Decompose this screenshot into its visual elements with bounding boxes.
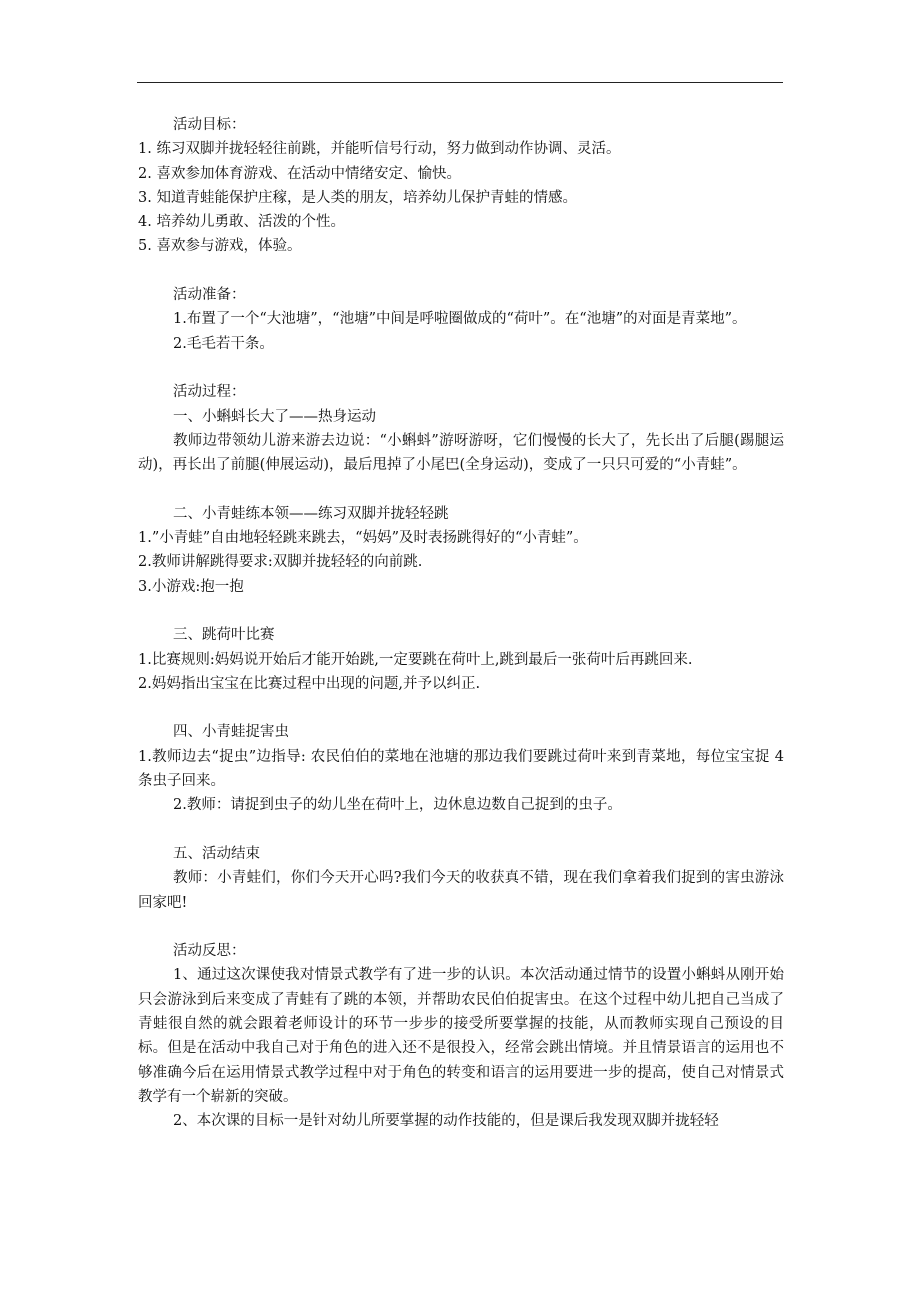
paragraph: 1.布置了一个“大池塘”，“池塘”中间是呼啦圈做成的“荷叶”。在“池塘”的对面是青菜地”。	[173, 311, 747, 328]
paragraph: 2. 喜欢参加体育游戏、在活动中情绪安定、愉快。	[138, 165, 461, 182]
section-goals	[138, 113, 784, 259]
section-heading: 活动目标：	[173, 117, 246, 133]
paragraph: 2.毛毛若干条。	[173, 335, 274, 352]
paragraph: 1、通过这次课使我对情景式教学有了进一步的认识。本次活动通过情节的设置小蝌蚪从刚开始只会游泳到后来变成了青蛙有了跳的本领，并帮助农民伯伯捉害虫。在这个过程中幼儿把自己当成了青蛙很自然的就会跟着老师设计的环节一步步的接受所要掌握的技能，从而教师实现自己预设的目标。但是在活动中我自己对于角色的进入还不是很投入，经常会跳出情境。并且情景语言的运用也不够准确今后在运用情景式教学过程中对于角色的转变和语言的运用要进一步的提高，使自己对情景式教学有一个崭新的突破。	[138, 967, 784, 1105]
section-practice	[138, 502, 784, 599]
section-heading: 活动反思：	[173, 943, 246, 960]
paragraph: 3.小游戏:抱一抱	[138, 578, 244, 595]
paragraph: 2、本次课的目标一是针对幼儿所要掌握的动作技能的，但是课后我发现双脚并拢轻轻	[173, 1113, 719, 1130]
section-heading: 五、活动结束	[173, 845, 260, 862]
subheading: 一、小蝌蚪长大了——热身运动	[173, 408, 376, 425]
paragraph: 1.比赛规则:妈妈说开始后才能开始跳,一定要跳在荷叶上,跳到最后一张荷叶后再跳回来.	[138, 651, 693, 668]
section-catch-bugs	[138, 720, 784, 817]
section-heading: 四、小青蛙捉害虫	[173, 724, 289, 741]
section-heading: 活动准备：	[173, 287, 246, 304]
section-process	[138, 380, 784, 477]
section-heading: 活动过程：	[173, 384, 246, 401]
paragraph: 教师边带领幼儿游来游去边说：“小蝌蚪”游呀游呀，它们慢慢的长大了，先长出了后腿(踢腿运动)，再长出了前腿(伸展运动)，最后甩掉了小尾巴(全身运动)，变成了一只只可爱的“小青蛙”。	[138, 432, 784, 474]
paragraph: 4. 培养幼儿勇敢、活泼的个性。	[138, 214, 345, 231]
header-rule	[137, 82, 783, 83]
paragraph: 2.教师讲解跳得要求:双脚并拢轻轻的向前跳.	[138, 554, 423, 571]
paragraph: 2.妈妈指出宝宝在比赛过程中出现的问题,并予以纠正.	[138, 675, 481, 692]
section-heading: 二、小青蛙练本领——练习双脚并拢轻轻跳	[173, 505, 449, 522]
section-reflection	[138, 939, 784, 1133]
paragraph: 1.教师边去“捉虫”边指导: 农民伯伯的菜地在池塘的那边我们要跳过荷叶来到青菜地，每位宝宝捉 4 条虫子回来。	[138, 748, 784, 790]
document-body	[138, 113, 784, 1133]
section-competition	[138, 623, 784, 696]
section-preparation	[138, 283, 784, 356]
paragraph: 1.”小青蛙”自由地轻轻跳来跳去，“妈妈”及时表扬跳得好的“小青蛙”。	[138, 530, 588, 547]
section-heading: 三、跳荷叶比赛	[173, 627, 275, 644]
paragraph: 1. 练习双脚并拢轻轻往前跳，并能听信号行动，努力做到动作协调、灵活。	[138, 141, 621, 158]
paragraph: 教师：小青蛙们，你们今天开心吗?我们今天的收获真不错，现在我们拿着我们捉到的害虫游泳回家吧!	[138, 870, 784, 911]
section-ending	[138, 842, 784, 915]
paragraph: 3. 知道青蛙能保护庄稼，是人类的朋友，培养幼儿保护青蛙的情感。	[138, 189, 577, 206]
paragraph: 2.教师：请捉到虫子的幼儿坐在荷叶上，边休息边数自己捉到的虫子。	[173, 797, 622, 814]
paragraph: 5. 喜欢参与游戏，体验。	[138, 238, 302, 255]
